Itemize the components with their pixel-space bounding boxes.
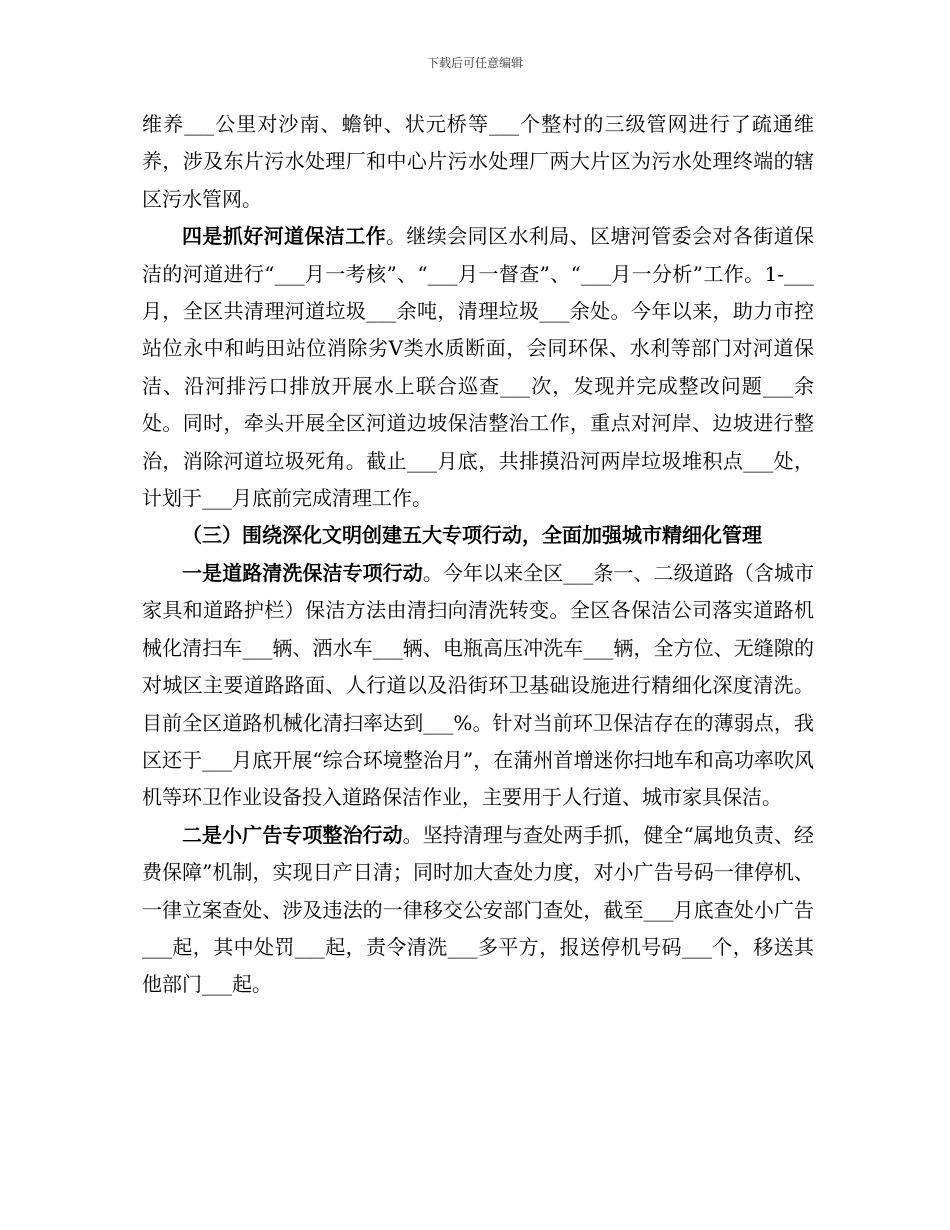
paragraph-text: 。今年以来全区___条一、二级道路（含城市家具和道路护栏）保洁方法由清扫向清洗转变。全区各保洁公司落实道路机械化清扫车___辆、洒水车___辆、电瓶高压冲洗车___辆，全方位、无缝隙的对城区主要道路路面、人行道以及沿街环卫基础设施进行精细化深度清洗。目前全区道路机械化清扫率达到___%。针对当前环卫保洁存在的薄弱点，我区还于___月底开展“综合环境整治月”，在蒲州首增迷你扫地车和高功率吹风机等环卫作业设备投入道路保洁作业，主要用于人行道、城市家具保洁。 bbox=[142, 560, 815, 810]
page-header: 下载后可任意编辑 bbox=[426, 56, 523, 70]
paragraph-lead: 一是道路清洗保洁专项行动 bbox=[182, 560, 423, 585]
paragraph-text: 维养___公里对沙南、蟾钟、状元桥等___个整村的三级管网进行了疏通维养，涉及东片污水处理厂和中心片污水处理厂两大片区为污水处理终端的辖区污水管网。 bbox=[142, 112, 814, 211]
paragraph-road-cleaning bbox=[142, 555, 814, 817]
paragraph-sewer-maintenance bbox=[142, 106, 814, 218]
paragraph-lead: 二是小广告专项整治行动 bbox=[182, 822, 403, 847]
document-body bbox=[142, 106, 814, 1004]
paragraph-lead: 四是抓好河道保洁工作 bbox=[182, 224, 386, 249]
paragraph-text: 。坚持清理与查处两手抓，健全“属地负责、经费保障”机制，实现日产日清；同时加大查处力度，对小广告号码一律停机、一律立案查处、涉及违法的一律移交公安部门查处，截至___月底查处小广告___起，其中处罚___起，责令清洗___多平方，报送停机号码___个，移送其他部门___起。 bbox=[142, 822, 815, 997]
paragraph-river-cleaning bbox=[142, 218, 814, 517]
paragraph-text: 。继续会同区水利局、区塘河管委会对各街道保洁的河道进行“___月一考核”、“___月一督查”、“___月一分析”工作。1-___月，全区共清理河道垃圾___余吨，清理垃圾___余处。今年以来，助力市控站位永中和屿田站位消除劣Ⅴ类水质断面，会同环保、水利等部门对河道保洁、沿河排污口排放开展水上联合巡查___次，发现并完成整改问题___余处。同时，牵头开展全区河道边坡保洁整治工作，重点对河岸、边坡进行整治，消除河道垃圾死角。截止___月底，共排摸沿河两岸垃圾堆积点___处，计划于___月底前完成清理工作。 bbox=[142, 224, 814, 511]
paragraph-small-ads bbox=[142, 817, 814, 1004]
section-heading: （三）围绕深化文明创建五大专项行动，全面加强城市精细化管理 bbox=[182, 523, 762, 548]
